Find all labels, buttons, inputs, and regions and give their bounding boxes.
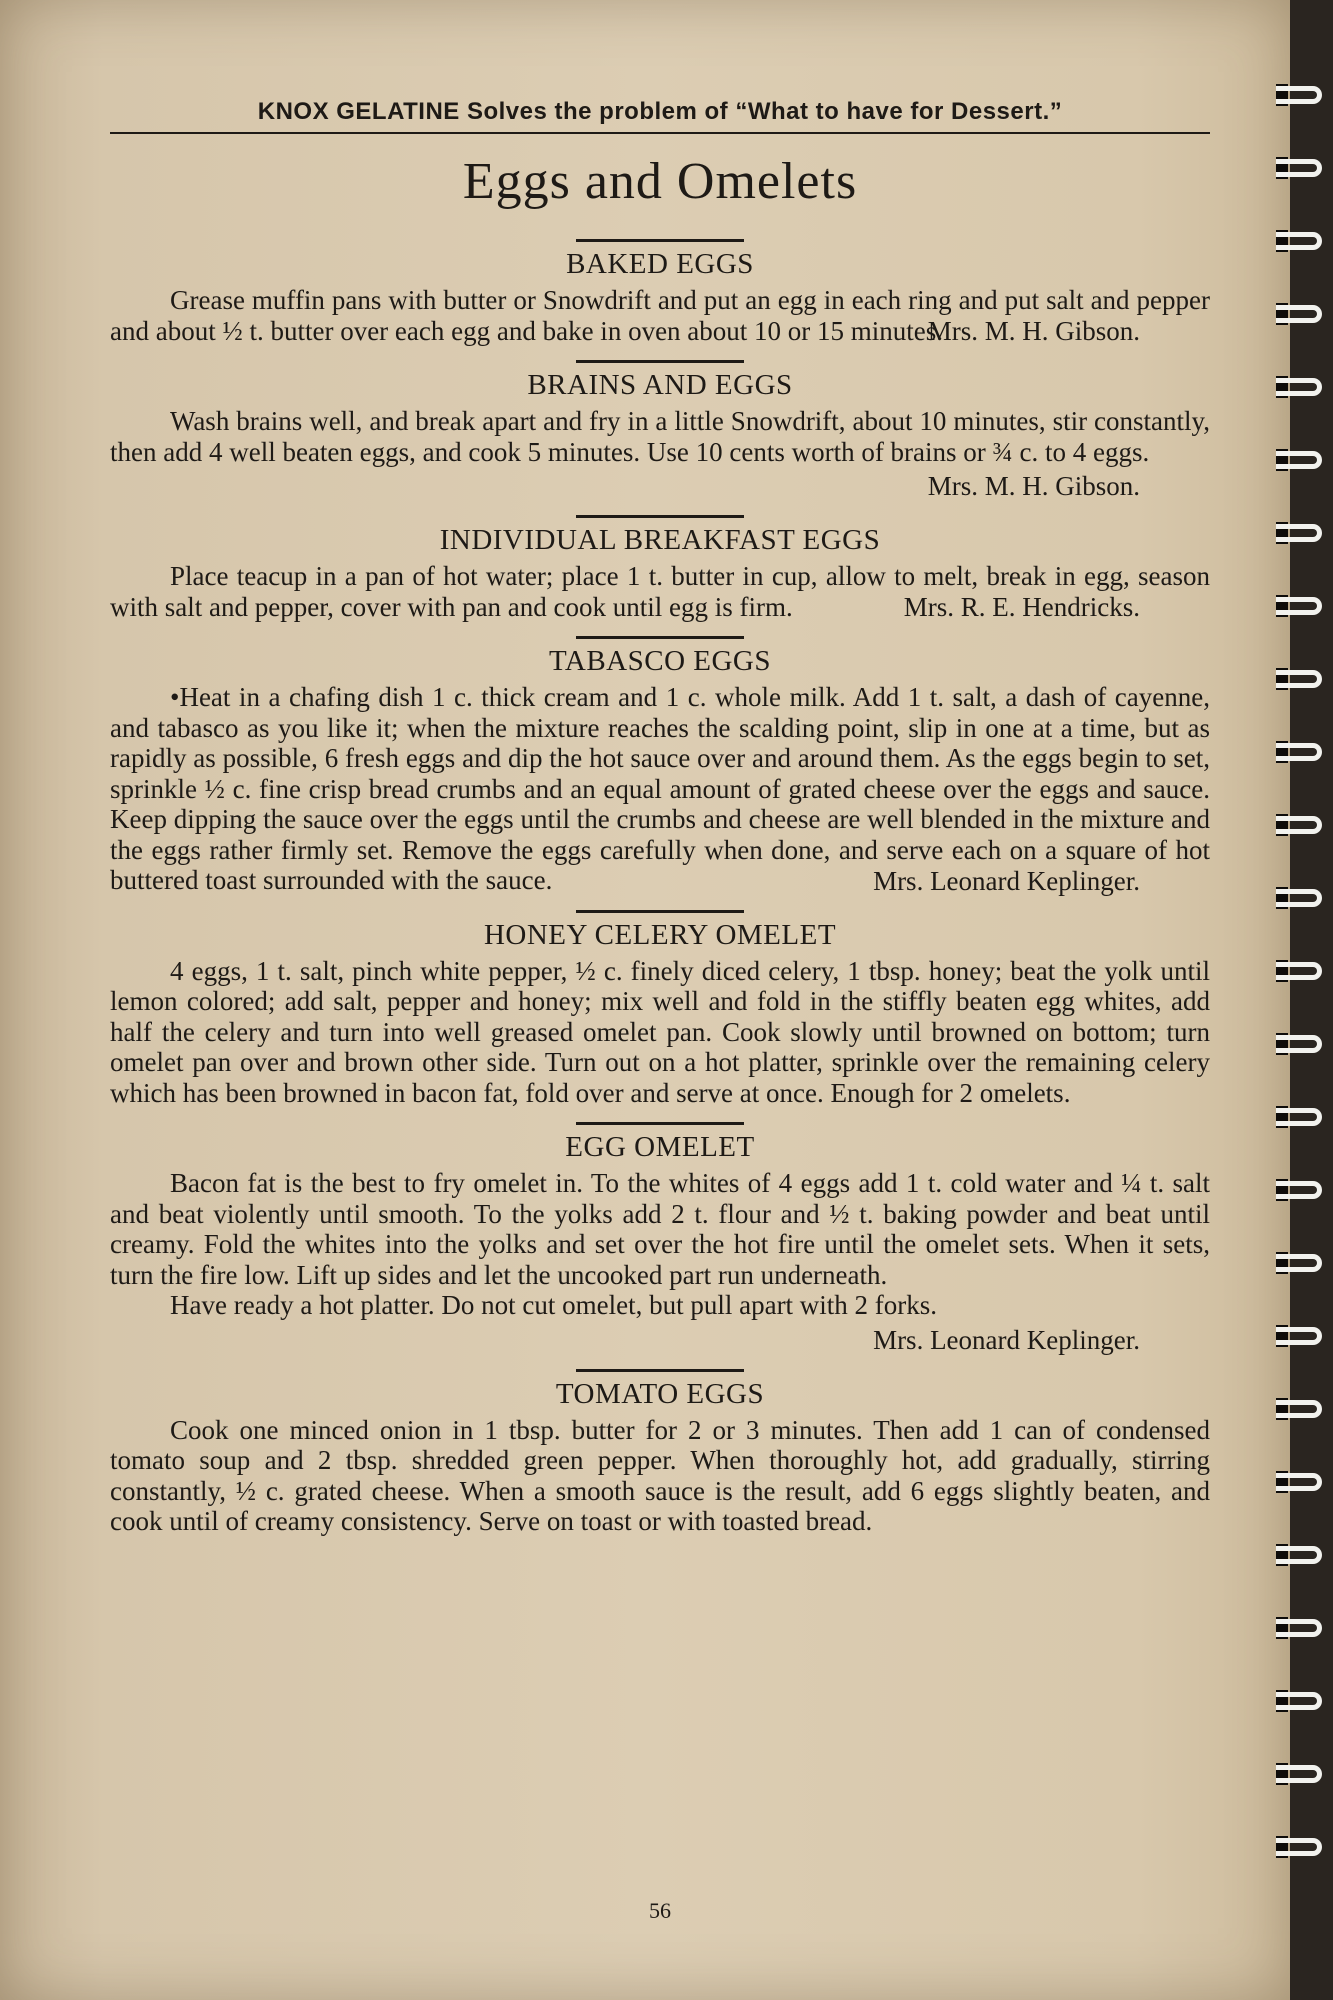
- chapter-title: Eggs and Omelets: [462, 153, 858, 210]
- section-rule: [576, 636, 744, 639]
- spiral-coil: [1276, 80, 1326, 110]
- spiral-coil: [1276, 1759, 1326, 1789]
- spiral-coil: [1276, 1832, 1326, 1862]
- recipe-credit: Mrs. M. H. Gibson.: [927, 316, 1140, 346]
- recipe-egg-omelet: [110, 1122, 1210, 1355]
- section-rule: [576, 515, 744, 518]
- spiral-coil: [1276, 737, 1326, 767]
- recipe-title: EGG OMELET: [565, 1131, 755, 1163]
- recipe-body: Place teacup in a pan of hot water; place 1 t. butter in cup, allow to melt, break in egg, season with salt and pepper, cover with pan and cook until egg is firm.: [110, 561, 1210, 622]
- recipe-baked-eggs: [110, 239, 1210, 346]
- recipe-body: Wash brains well, and break apart and fry in a little Snowdrift, about 10 minutes, stir constantly, then add 4 well beaten eggs, and cook 5 minutes. Use 10 cents worth of brains or ¾ c. to 4 eggs.: [110, 406, 1210, 467]
- recipe-body-continued: Have ready a hot platter. Do not cut omelet, but pull apart with 2 forks.: [170, 1290, 938, 1320]
- spiral-coil: [1276, 664, 1326, 694]
- recipe-body: Bacon fat is the best to fry omelet in. To the whites of 4 eggs add 1 t. cold water and ¼ t. salt and beat violently until smooth. To the yolks add 2 t. flour and ½ t. baking powder and beat until creamy. Fold the whites into the yolks and set over the hot fire until the omelet sets. When it sets, turn the fire low. Lift up sides and let the uncooked part run underneath.: [110, 1168, 1210, 1290]
- recipe-individual-breakfast-eggs: [110, 515, 1210, 622]
- spiral-coil: [1276, 1686, 1326, 1716]
- recipe-credit: Mrs. M. H. Gibson.: [927, 471, 1140, 501]
- recipe-title: INDIVIDUAL BREAKFAST EGGS: [439, 524, 881, 556]
- recipe-title: BRAINS AND EGGS: [527, 369, 793, 401]
- section-rule: [576, 239, 744, 242]
- section-rule: [576, 1122, 744, 1125]
- recipe-body: Cook one minced onion in 1 tbsp. butter for 2 or 3 minutes. Then add 1 can of condensed tomato soup and 2 tbsp. shredded green pepper. When thoroughly hot, add gradually, stirring constantly, ½ c. grated cheese. When a smooth sauce is the result, add 6 eggs slightly beaten, and cook until of creamy consistency. Serve on toast or with toasted bread.: [110, 1414, 1210, 1536]
- recipe-title: HONEY CELERY OMELET: [483, 918, 837, 951]
- spiral-coil: [1276, 1394, 1326, 1424]
- recipe-credit: Mrs. Leonard Keplinger.: [873, 865, 1140, 896]
- spiral-coil: [1276, 153, 1326, 183]
- recipe-body: •Heat in a chafing dish 1 c. thick cream and 1 c. whole milk. Add 1 t. salt, a dash of cayenne, and tabasco as you like it; when the mixture reaches the scalding point, slip in one at a time, but as rapidly as possible, 6 fresh eggs and dip the hot sauce over and around them. As the eggs begin to set, sprinkle ½ c. fine crisp bread crumbs and an equal amount of grated cheese over the eggs and sauce. Keep dipping the sauce over the eggs until the crumbs and cheese are well blended in the mixture and the eggs rather firmly set. Remove the eggs carefully when done, and serve each on a square of hot buttered toast surrounded with the sauce.: [110, 682, 1210, 895]
- spiral-coil: [1276, 1248, 1326, 1278]
- spiral-coil: [1276, 1321, 1326, 1351]
- section-rule: [576, 910, 744, 913]
- spiral-coil: [1276, 1175, 1326, 1205]
- page-content: [110, 98, 1210, 1923]
- spiral-coil: [1276, 591, 1326, 621]
- recipe-honey-celery-omelet: [110, 910, 1210, 1109]
- spiral-coil: [1276, 518, 1326, 548]
- spiral-coil: [1276, 1102, 1326, 1132]
- spiral-coil: [1276, 1029, 1326, 1059]
- running-header: KNOX GELATINE Solves the problem of “What to have for Dessert.”: [110, 98, 1210, 134]
- section-rule: [576, 360, 744, 363]
- spiral-coil: [1276, 1467, 1326, 1497]
- spiral-coil: [1276, 956, 1326, 986]
- page-number: 56: [649, 1898, 671, 1923]
- recipe-tabasco-eggs: [110, 636, 1210, 896]
- recipe-title: TOMATO EGGS: [555, 1377, 765, 1410]
- spiral-coil: [1276, 1540, 1326, 1570]
- recipe-body: 4 eggs, 1 t. salt, pinch white pepper, ½ c. finely diced celery, 1 tbsp. honey; beat the yolk until lemon colored; add salt, pepper and honey; mix well and fold in the stiffly beaten egg whites, add half the celery and turn into well greased omelet pan. Cook slowly until browned on bottom; turn omelet pan over and brown other side. Turn out on a hot platter, sprinkle over the remaining celery which has been browned in bacon fat, fold over and serve at once. Enough for 2 omelets.: [110, 955, 1210, 1108]
- recipe-body: Grease muffin pans with butter or Snowdrift and put an egg in each ring and put salt and pepper and about ½ t. butter over each egg and bake in oven about 10 or 15 minutes.: [110, 285, 1210, 346]
- spiral-coil: [1276, 299, 1326, 329]
- spiral-coil: [1276, 1613, 1326, 1643]
- recipe-title: TABASCO EGGS: [548, 645, 771, 677]
- spiral-coil: [1276, 226, 1326, 256]
- spiral-binding: [1270, 0, 1333, 2000]
- recipe-brains-and-eggs: [110, 360, 1210, 501]
- spiral-coil: [1276, 883, 1326, 913]
- section-rule: [576, 1369, 744, 1372]
- recipe-credit: Mrs. Leonard Keplinger.: [873, 1324, 1140, 1355]
- recipe-title: BAKED EGGS: [566, 248, 754, 280]
- spiral-coil: [1276, 445, 1326, 475]
- recipe-tomato-eggs: [110, 1369, 1210, 1537]
- spiral-coil: [1276, 372, 1326, 402]
- spiral-coil: [1276, 810, 1326, 840]
- recipe-credit: Mrs. R. E. Hendricks.: [903, 592, 1140, 622]
